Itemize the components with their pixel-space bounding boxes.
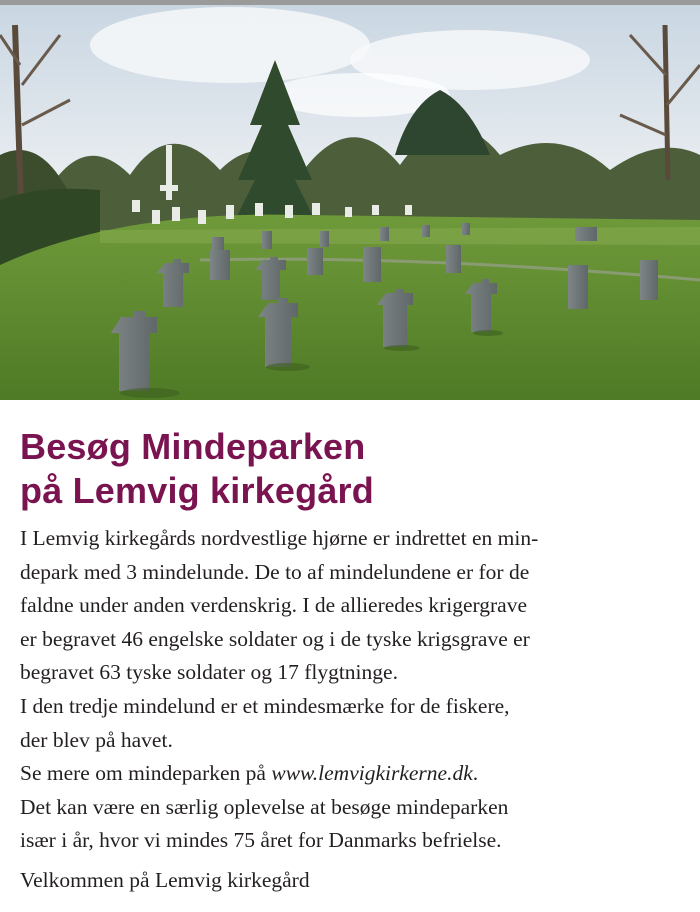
- text-line: I Lemvig kirkegårds nordvestlige hjørne er indrettet en min-: [20, 526, 539, 550]
- headline: [20, 425, 374, 513]
- paragraph-2: [20, 690, 690, 757]
- paragraph-3: [20, 757, 690, 791]
- closing-line: Velkommen på Lemvig kirkegård: [20, 868, 310, 892]
- website-link[interactable]: www.lemvigkirkerne.dk: [271, 761, 473, 786]
- cemetery-photo-illustration: [0, 5, 700, 400]
- paragraph-3-prefix: Se mere om mindeparken på: [20, 761, 272, 786]
- paragraph-3-suffix: .: [472, 761, 479, 786]
- text-line: især i år, hvor vi mindes 75 året for Danmarks befrielse.: [20, 828, 502, 853]
- cemetery-photo: [0, 5, 700, 400]
- text-line: Det kan være en særlig oplevelse at besøge mindeparken: [20, 794, 509, 819]
- text-line: I den tredje mindelund er et mindesmærke for de fiskere,: [20, 693, 510, 718]
- text-line: begravet 63 tyske soldater og 17 flygtninge.: [20, 660, 398, 685]
- article-body: [20, 522, 690, 858]
- text-line: [20, 757, 690, 791]
- text-line: faldne under anden verdenskrig. I de allieredes krigergrave: [20, 593, 528, 618]
- paragraph-4: [20, 791, 690, 858]
- text-line: der blev på havet.: [20, 727, 173, 752]
- paragraph-1: [20, 522, 690, 690]
- headline-line-1: Besøg Mindeparken: [20, 426, 366, 467]
- text-line: depark med 3 mindelunde. De to af mindelundene er for de: [20, 559, 530, 584]
- text-line: er begravet 46 engelske soldater og i de tyske krigsgrave er: [20, 626, 530, 651]
- headline-line-2: på Lemvig kirkegård: [20, 470, 374, 511]
